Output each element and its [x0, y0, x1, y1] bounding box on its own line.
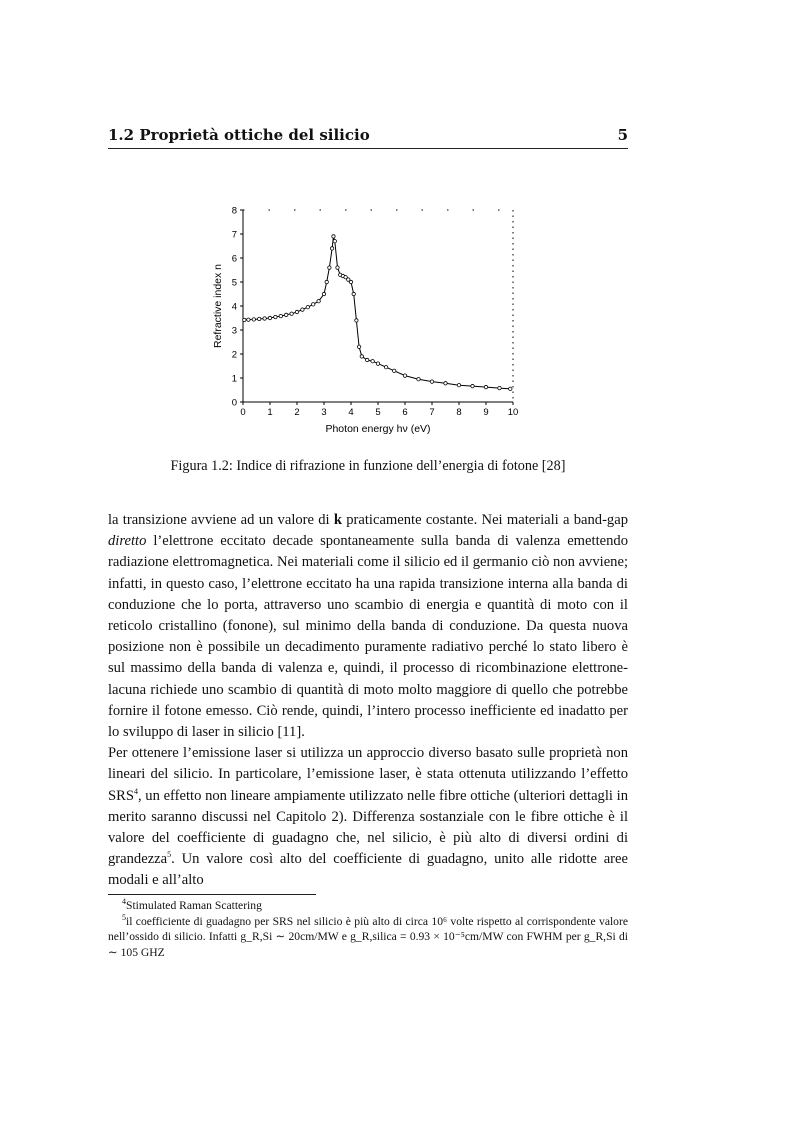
data-point — [243, 318, 246, 321]
data-point — [325, 280, 328, 283]
data-point — [258, 317, 261, 320]
refractive-index-chart — [108, 196, 628, 446]
footnote-5-mark: 5 — [122, 912, 126, 922]
x-tick-label: 5 — [375, 407, 381, 418]
y-tick-label: 7 — [231, 229, 237, 241]
x-tick-label: 2 — [294, 407, 300, 418]
x-tick-label: 1 — [267, 407, 273, 418]
footnote-4-text: Stimulated Raman Scattering — [126, 899, 262, 912]
y-tick-label: 5 — [231, 277, 237, 289]
data-point — [471, 384, 474, 387]
x-axis-label: Photon energy hν (eV) — [325, 423, 431, 435]
x-tick-label: 9 — [483, 407, 489, 418]
paragraph-2-part-b: , un effetto non lineare ampiamente utilizzato nelle fibre ottiche (ulteriori dettagli in merito saranno discussi nel Capitolo 2). Differenza sostanziale con le fibre ottiche è il valore del coefficiente di guadagno che, nel silicio, è più alto di diversi ordini di grandezza — [108, 787, 628, 868]
data-point — [330, 247, 333, 250]
figure — [108, 196, 628, 446]
x-tick-label: 8 — [456, 407, 462, 418]
y-tick-label: 0 — [231, 397, 237, 409]
y-tick-label: 3 — [231, 325, 237, 337]
data-point — [328, 266, 331, 269]
data-point — [484, 385, 487, 388]
data-point — [333, 240, 336, 243]
footnote-5 — [108, 914, 628, 961]
page-number: 5 — [617, 126, 628, 144]
data-point — [279, 314, 282, 317]
data-point — [393, 369, 396, 372]
data-point — [352, 292, 355, 295]
data-point — [295, 310, 298, 313]
data-point — [444, 382, 447, 385]
data-point — [252, 318, 255, 321]
footnote-5-text: il coefficiente di guadagno per SRS nel silicio è più alto di circa 10⁶ volte rispetto al corrispondente valore nell’ossido di silicio. Infatti g_R,Si ∼ 20cm/MW e g_R,silica = 0.93 × 10⁻⁵cm/MW con FWHM per g_R,Si di ∼ 105 GHZ — [108, 914, 628, 959]
wavevector-k: k — [333, 512, 342, 528]
data-point — [371, 360, 374, 363]
paragraph-2-part-a: Per ottenere l’emissione laser si utilizza un approccio diverso basato sulle proprietà non lineari del silicio. In particolare, l’emissione laser, è stata ottenuta utilizzando l’effetto SRS — [108, 745, 628, 804]
data-point — [403, 374, 406, 377]
footnote-rule — [108, 894, 316, 895]
figure-caption: Figura 1.2: Indice di rifrazione in funzione dell’energia di fotone [28] — [170, 458, 566, 474]
data-point — [360, 355, 363, 358]
data-point — [430, 380, 433, 383]
y-tick-label: 4 — [231, 301, 237, 313]
data-point — [336, 266, 339, 269]
x-tick-label: 3 — [321, 407, 327, 418]
body-text — [108, 510, 628, 892]
section-title: 1.2 Proprietà ottiche del silicio — [108, 126, 370, 144]
data-point — [247, 318, 250, 321]
data-point — [376, 362, 379, 365]
x-tick-label: 10 — [507, 407, 519, 418]
data-point — [357, 345, 360, 348]
paragraph-1: la transizione avviene ad un valore di k praticamente costante. Nei materiali a band-gap diretto l’elettrone eccitato decade spontaneamente sulla banda di valenza emettendo radiazione elettromagnetica. Nei materiali come il silicio ed il germanio ciò non avviene; infatti, in questo caso, l’elettrone eccitato ha una rapida transizione interna alla banda di conduzione che lo porta, attraverso uno scambio di energia e quantità di moto con il reticolo cristallino (fonone), sul minimo della banda di conduzione. Da questa nuova posizione non è possibile un decadimento puramente radiativo perché lo stato libero è sul massimo della banda di valenza e, quindi, il processo di ricombinazione elettrone-lacuna richiede uno scambio di quantità di moto molto maggiore di quello che potrebbe fornire il fotone emesso. Ciò rende, quindi, l’intero processo inefficiente ed inadatto per lo sviluppo di laser in silicio [11]. — [108, 512, 628, 741]
data-point — [268, 316, 271, 319]
emphasis-diretto: diretto — [108, 533, 147, 550]
data-point — [417, 378, 420, 381]
footnote-4-mark: 4 — [122, 897, 126, 907]
x-tick-label: 7 — [429, 407, 435, 418]
y-tick-label: 6 — [231, 253, 237, 265]
data-point — [285, 313, 288, 316]
data-point — [290, 312, 293, 315]
data-point — [312, 303, 315, 306]
data-point — [349, 280, 352, 283]
footnote-ref-4: 4 — [133, 786, 138, 796]
data-point — [332, 235, 335, 238]
footnote-4 — [108, 898, 628, 914]
x-tick-label: 4 — [348, 407, 354, 418]
y-tick-label: 8 — [231, 205, 237, 217]
data-point — [306, 306, 309, 309]
footnotes — [108, 898, 628, 960]
data-point — [498, 386, 501, 389]
data-point — [317, 300, 320, 303]
data-point — [366, 358, 369, 361]
data-point — [384, 366, 387, 369]
paragraph-2 — [108, 743, 628, 891]
data-point — [274, 315, 277, 318]
x-tick-label: 6 — [402, 407, 408, 418]
data-point — [322, 292, 325, 295]
y-axis-label: Refractive index n — [212, 263, 224, 349]
y-tick-label: 2 — [231, 349, 237, 361]
data-point — [301, 308, 304, 311]
x-tick-label: 0 — [240, 407, 246, 418]
data-point — [457, 384, 460, 387]
footnote-ref-5: 5 — [167, 850, 172, 860]
running-head — [108, 126, 628, 149]
data-point — [355, 319, 358, 322]
paragraph-2-part-c: . Un valore così alto del coefficiente di guadagno, unito alle ridotte aree modali e all’alto — [108, 851, 628, 889]
data-point — [263, 317, 266, 320]
data-point — [509, 387, 512, 390]
y-tick-label: 1 — [231, 373, 237, 385]
data-line — [244, 236, 510, 388]
